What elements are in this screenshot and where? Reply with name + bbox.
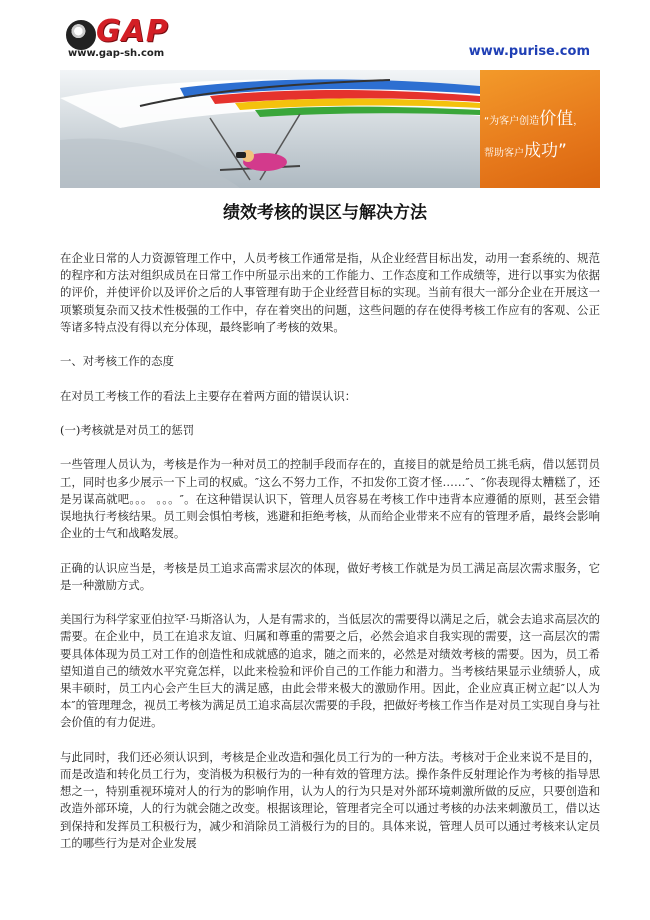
paragraph-maslow: 美国行为科学家亚伯拉罕·马斯洛认为，人是有需求的，当低层次的需要得以满足之后，就会去追求高层次的需要。在企业中，员工在追求友谊、归属和尊重的需要之后，必然会追求自我实现的需要，这一高层次的需要具体体现为员工对工作的创造性和成就感的追求，随之而来的，必然是对绩效考核的需要。因为，员工希望知道自己的绩效水平究竟怎样，以此来检验和评价自己的工作能力和潜力。当考核结果显示业绩骄人，成果丰硕时，员工内心会产生巨大的满足感，由此会带来极大的激励作用。因此，企业应真正树立起″以人为本″的管理理念，视员工考核为满足员工追求高层次需要的手段，把做好考核工作当作是对员工实现自身与社会价值的有力促进。 bbox=[60, 612, 600, 730]
hang-glider-photo bbox=[60, 70, 480, 188]
banner bbox=[60, 70, 600, 188]
globe-icon bbox=[66, 20, 96, 50]
paragraph-intro: 在企业日常的人力资源管理工作中，人员考核工作通常是指，从企业经营目标出发，动用一套系统的、规范的程序和方法对组织成员在日常工作中所显示出来的工作能力、工作态度和工作成绩等，进行以事实为依据的评价，并使评价以及评价之后的人事管理有助于企业经营目标的实现。当前有很大一部分企业在开展这一项繁琐复杂而又技术性极强的工作中，存在着突出的问题，这些问题的存在使得考核工作应有的客观、公正等诸多特点没有得以充分体现，最终影响了考核的效果。 bbox=[60, 251, 600, 334]
document-title: 绩效考核的误区与解决方法 bbox=[223, 203, 427, 223]
logo-text: GAP bbox=[96, 14, 169, 49]
site-url-link[interactable]: www.purise.com bbox=[468, 44, 590, 59]
company-logo[interactable] bbox=[60, 14, 180, 62]
paragraph-correct-view: 正确的认识应当是，考核是员工追求高需求层次的体现，做好考核工作就是为员工满足高层次需求服务，它是一种激励方式。 bbox=[60, 560, 600, 592]
paragraph-behavior: 与此同时，我们还必须认识到，考核是企业改造和强化员工行为的一种方法。考核对于企业来说不是目的，而是改造和转化员工行为，变消极为积极行为的一种有效的管理方法。操作条件反射理论作为考核的指导思想之一，特别重视环境对人的行为的影响作用，认为人的行为只是对外部环境刺激所做的反应，只要创造和改造外部环境，人的行为就会随之改变。根据该理论，管理者完全可以通过考核的办法来刺激员工，借以达到保持和发挥员工积极行为，减少和消除员工消极行为的目的。具体来说，管理人员可以通过考核来认定员工的哪些行为是对企业发展 bbox=[60, 749, 600, 850]
slogan-line-1: “为客户创造价值， bbox=[484, 109, 584, 129]
section-heading-1: 一、对考核工作的态度 bbox=[60, 354, 174, 369]
paragraph-punishment-view: 一些管理人员认为，考核是作为一种对员工的控制手段而存在的，直接目的就是给员工挑毛病，借以惩罚员工，同时也多少展示一下上司的权威。″这么不努力工作，不扣发你工资才怪……″、″你表现得太糟糕了，还是另谋高就吧。。。 。。。″。在这种错误认识下，管理人员容易在考核工作中违背本应遵循的原则，甚至会错误地执行考核结果。员工则会惧怕考核，逃避和拒绝考核，从而给企业带来不应有的管理矛盾，最终会影响企业的士气和战略发展。 bbox=[60, 457, 600, 541]
document-body bbox=[60, 250, 600, 869]
paragraph-misconceptions: 在对员工考核工作的看法上主要存在着两方面的错误认识： bbox=[60, 388, 357, 403]
slogan-panel bbox=[480, 70, 600, 188]
slogan-line-2: 帮助客户成功” bbox=[484, 141, 567, 161]
subsection-heading-1: (一)考核就是对员工的惩罚 bbox=[60, 422, 195, 437]
header bbox=[0, 0, 650, 70]
logo-url: www.gap-sh.com bbox=[68, 48, 165, 59]
hang-glider-illustration bbox=[60, 70, 480, 188]
